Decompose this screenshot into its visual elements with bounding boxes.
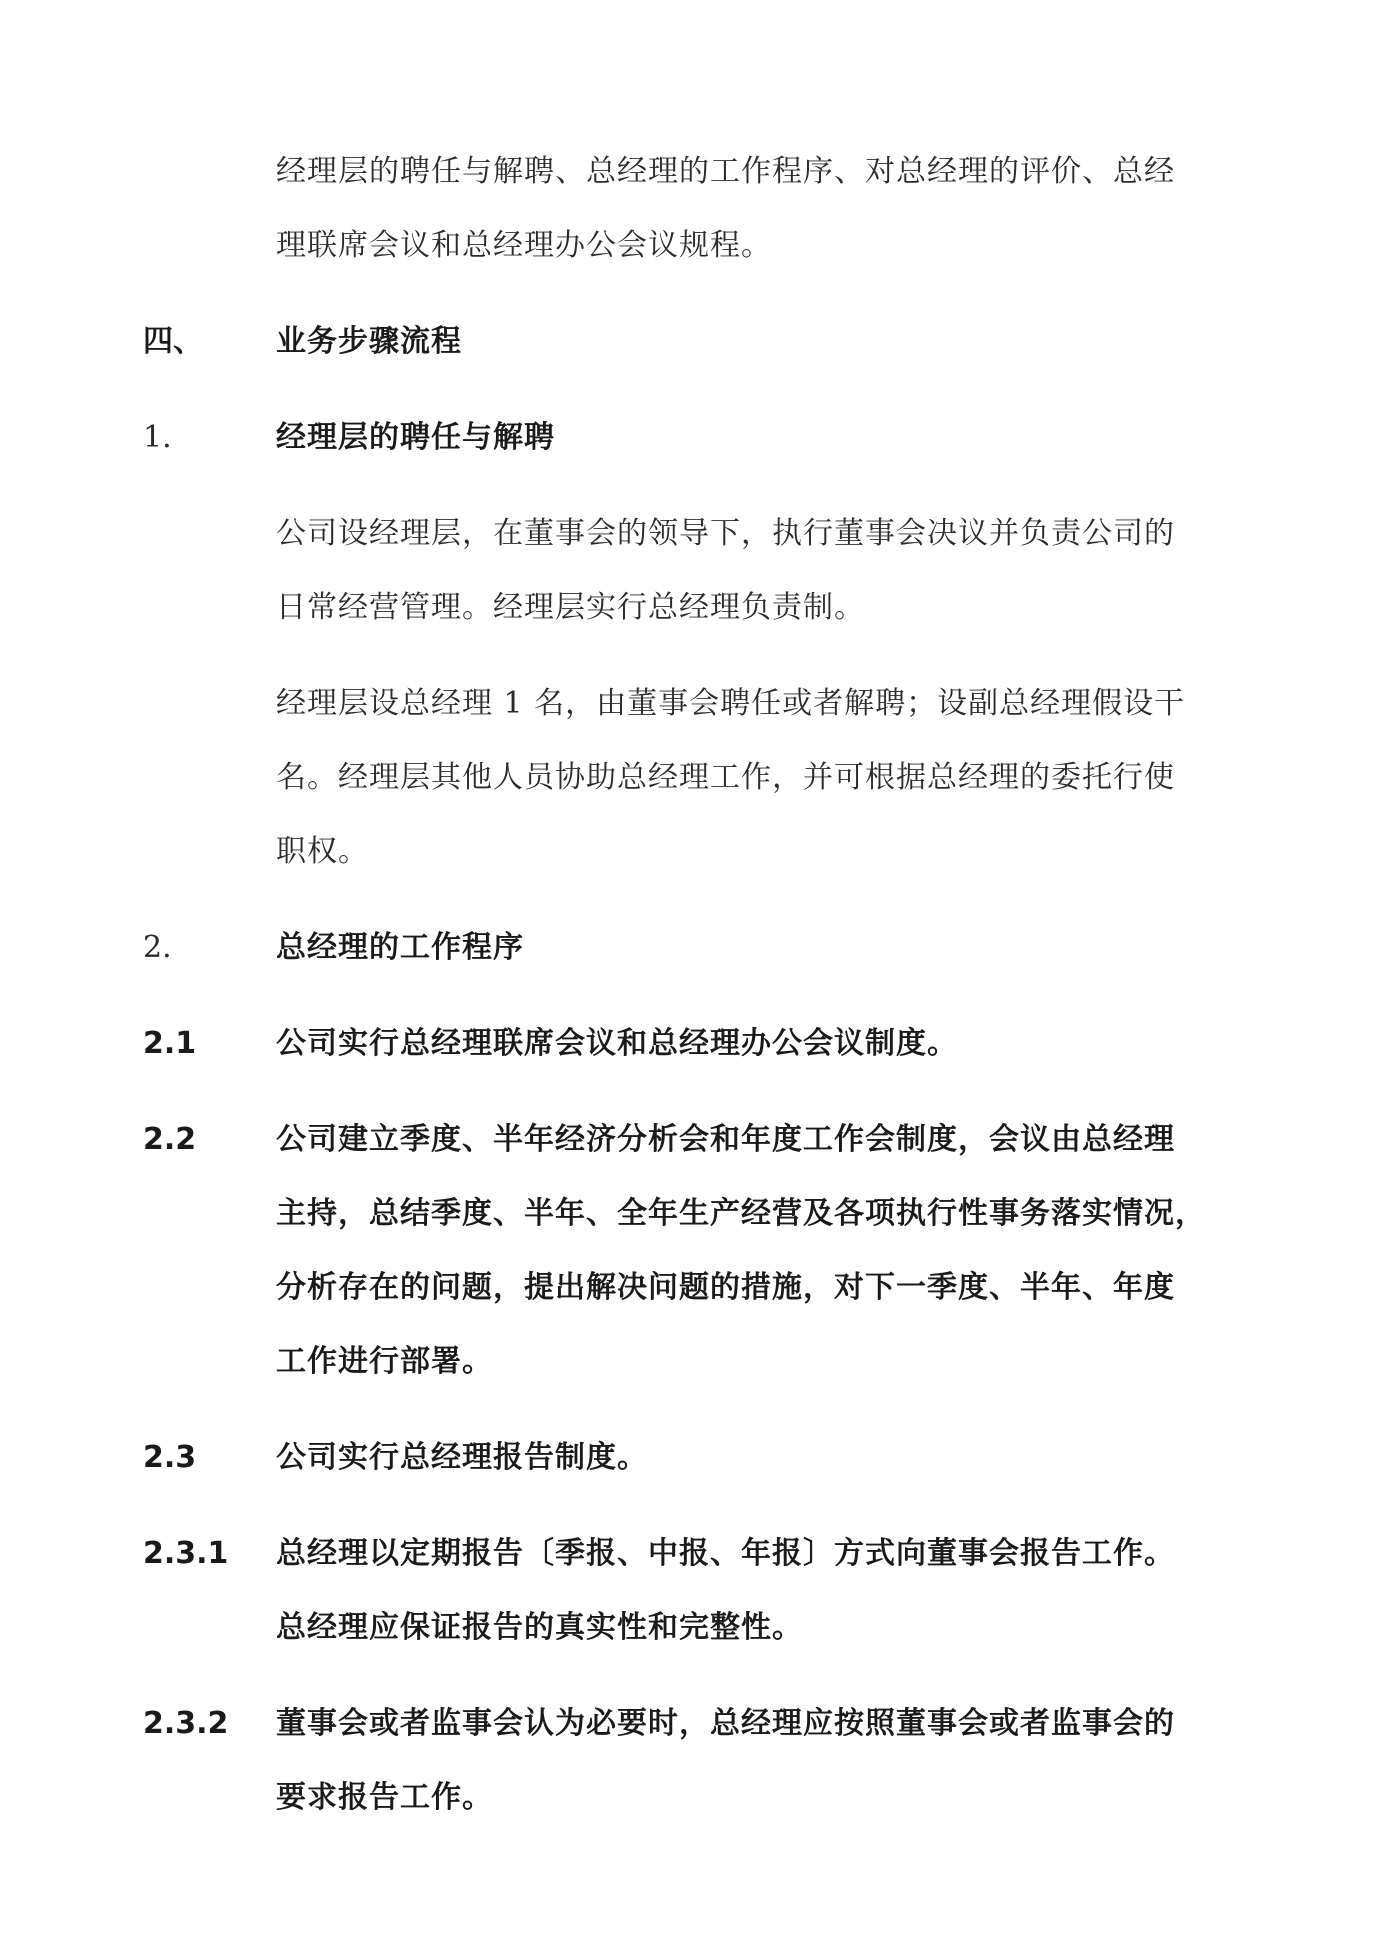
intro-line-2: 理联席会议和总经理办公会议规程。 [276, 228, 772, 263]
section-2-title: 总经理的工作程序 [276, 930, 524, 965]
section-2-3-2-number: 2.3.2 [143, 1706, 229, 1741]
section-2-3-2-line-2: 要求报告工作。 [276, 1780, 493, 1815]
section-2-3-1-line-2: 总经理应保证报告的真实性和完整性。 [276, 1610, 803, 1645]
section-2-1-line-1: 公司实行总经理联席会议和总经理办公会议制度。 [276, 1026, 958, 1061]
intro-line-1: 经理层的聘任与解聘、总经理的工作程序、对总经理的评价、总经 [276, 154, 1175, 189]
section-4-title: 业务步骤流程 [276, 324, 462, 359]
section-1-number: 1. [143, 420, 172, 455]
section-4-number: 四、 [143, 324, 203, 359]
section-2-2-line-3: 分析存在的问题，提出解决问题的措施，对下一季度、半年、年度 [276, 1270, 1175, 1305]
section-2-3-1-line-1: 总经理以定期报告〔季报、中报、年报〕方式向董事会报告工作。 [276, 1536, 1175, 1571]
section-1-para-2-line-1: 经理层设总经理 1 名，由董事会聘任或者解聘；设副总经理假设干 [276, 686, 1186, 721]
section-2-2-number: 2.2 [143, 1122, 197, 1157]
section-1-para-1-line-1: 公司设经理层，在董事会的领导下，执行董事会决议并负责公司的 [276, 516, 1175, 551]
section-1-para-2-line-2: 名。经理层其他人员协助总经理工作，并可根据总经理的委托行使 [276, 760, 1175, 795]
section-2-1-number: 2.1 [143, 1026, 197, 1061]
section-2-2-line-4: 工作进行部署。 [276, 1344, 493, 1379]
section-2-number: 2. [143, 930, 172, 965]
section-2-3-number: 2.3 [143, 1440, 197, 1475]
section-2-3-line-1: 公司实行总经理报告制度。 [276, 1440, 648, 1475]
section-1-para-2-line-3: 职权。 [276, 834, 369, 869]
section-2-3-1-number: 2.3.1 [143, 1536, 229, 1571]
section-1-para-1-line-2: 日常经营管理。经理层实行总经理负责制。 [276, 590, 865, 625]
section-2-3-2-line-1: 董事会或者监事会认为必要时，总经理应按照董事会或者监事会的 [276, 1706, 1175, 1741]
section-1-title: 经理层的聘任与解聘 [276, 420, 555, 455]
section-2-2-line-2: 主持，总结季度、半年、全年生产经营及各项执行性事务落实情况， [276, 1196, 1206, 1231]
section-2-2-line-1: 公司建立季度、半年经济分析会和年度工作会制度，会议由总经理 [276, 1122, 1175, 1157]
